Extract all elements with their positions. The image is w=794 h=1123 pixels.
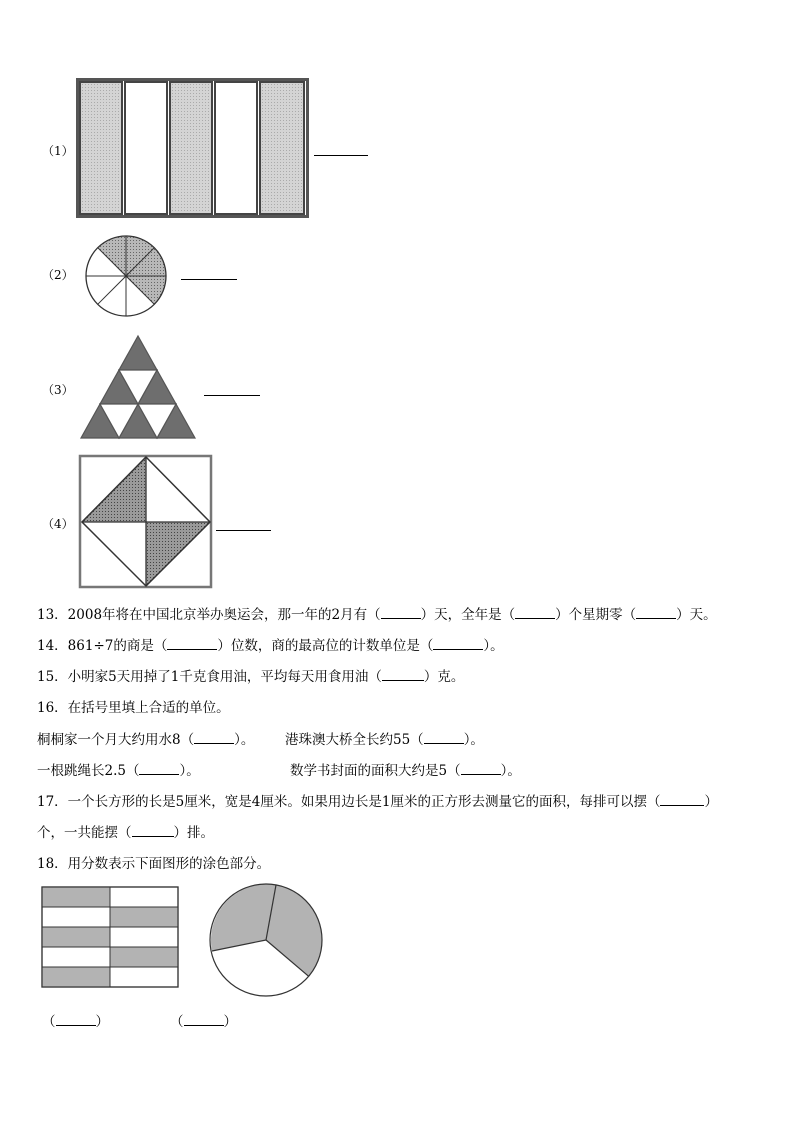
q17-blank-1[interactable] — [660, 793, 704, 806]
q13-blank-1[interactable] — [381, 606, 421, 619]
q13-blank-2[interactable] — [515, 606, 555, 619]
figure-1-rectangle-strips — [76, 78, 312, 220]
figure-label-4: （4） — [42, 517, 74, 531]
q16-blank-b[interactable] — [424, 731, 464, 744]
question-15: 15．小明家5天用掉了1千克食用油，平均每天用食用油（ ）克。 — [37, 669, 465, 685]
figure-label-2: （2） — [42, 268, 74, 282]
question-17-line-1: 17．一个长方形的长是5厘米，宽是4厘米。如果用边长是1厘米的正方形去测量它的面积，每排可以摆（ ） — [37, 794, 718, 810]
q18-circle-figure — [208, 882, 326, 998]
question-16-item-b: 港珠澳大桥全长约55（ ）。 — [285, 732, 484, 748]
figure-1-answer-line[interactable] — [314, 155, 368, 156]
figure-label-3: （3） — [42, 383, 74, 397]
q16-blank-d[interactable] — [461, 762, 501, 775]
q18-answer-1: （ ） — [42, 1014, 109, 1030]
question-16-item-a: 桐桐家一个月大约用水8（ ）。 — [37, 732, 255, 748]
q18-blank-2[interactable] — [184, 1013, 224, 1026]
figure-2-answer-line[interactable] — [181, 279, 237, 280]
q18-grid-figure — [41, 886, 181, 990]
figure-3-triangle — [78, 334, 198, 440]
q14-blank-1[interactable] — [167, 637, 217, 650]
figure-3-answer-line[interactable] — [204, 395, 260, 396]
figure-4-square-diamond — [78, 454, 214, 590]
q18-blank-1[interactable] — [56, 1013, 96, 1026]
question-16-title: 16．在括号里填上合适的单位。 — [37, 700, 230, 716]
figure-label-1: （1） — [42, 144, 74, 158]
question-14: 14．861÷7的商是（ ）位数，商的最高位的计数单位是（ ）。 — [37, 638, 504, 654]
question-16-item-d: 数学书封面的面积大约是5（ ）。 — [290, 763, 521, 779]
q14-blank-2[interactable] — [433, 637, 483, 650]
figure-2-circle-sectors — [82, 234, 170, 318]
question-16-item-c: 一根跳绳长2.5（ ）。 — [37, 763, 200, 779]
question-17-line-2: 个，一共能摆（ ）排。 — [37, 825, 214, 841]
question-18-title: 18．用分数表示下面图形的涂色部分。 — [37, 856, 271, 872]
q16-blank-c[interactable] — [139, 762, 179, 775]
q15-blank-1[interactable] — [382, 668, 424, 681]
q16-blank-a[interactable] — [194, 731, 234, 744]
question-13: 13．2008年将在中国北京举办奥运会，那一年的2月有（ ）天，全年是（ ）个星期零（ ）天。 — [37, 607, 717, 623]
q13-blank-3[interactable] — [636, 606, 676, 619]
q17-blank-2[interactable] — [132, 824, 174, 837]
q18-answer-2: （ ） — [170, 1014, 237, 1030]
figure-4-answer-line[interactable] — [216, 530, 271, 531]
